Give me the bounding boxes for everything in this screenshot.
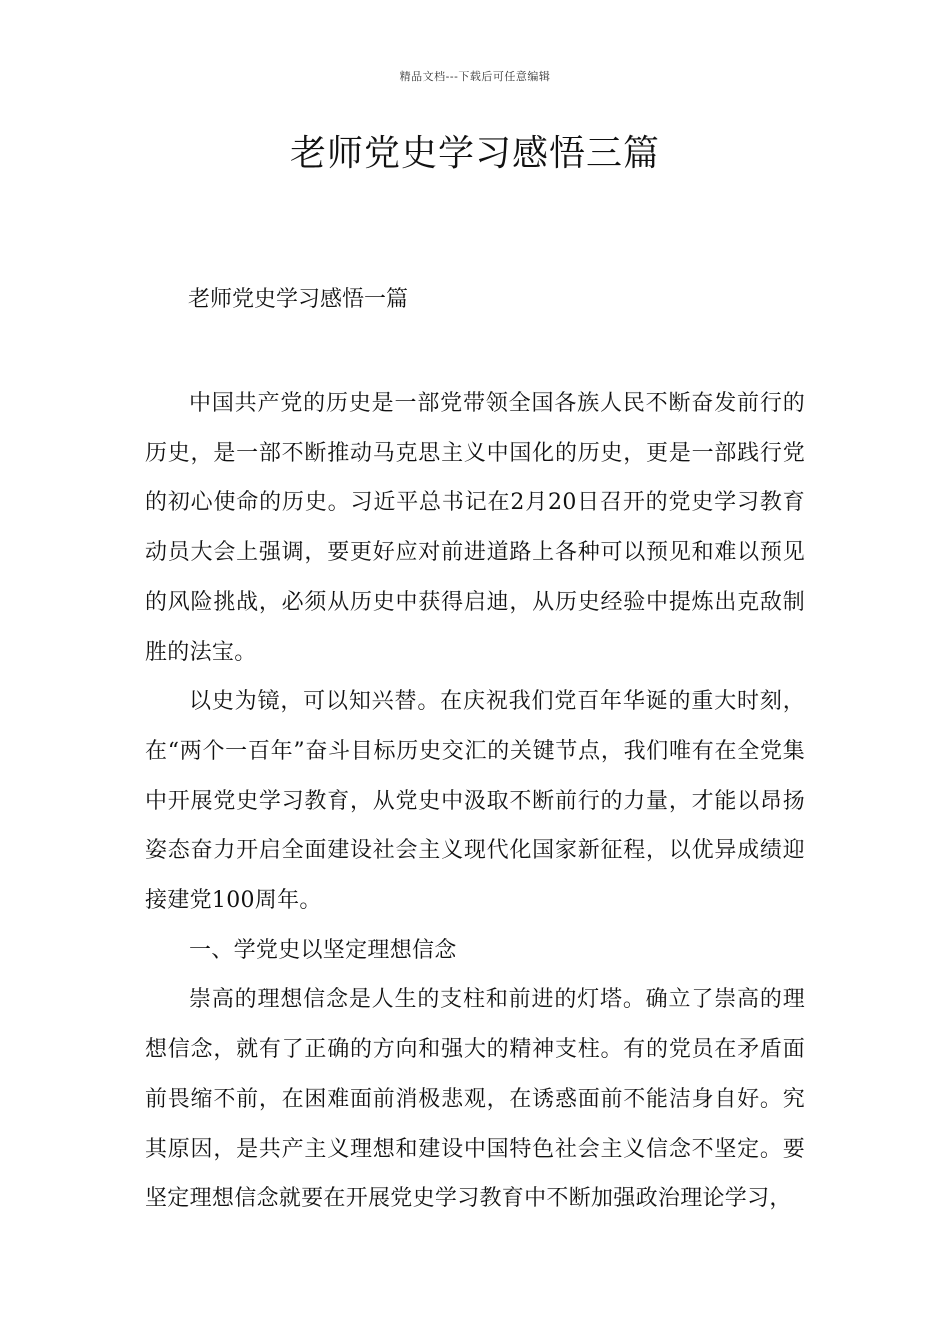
document-title: 老师党史学习感悟三篇 — [289, 133, 660, 174]
section-heading-1: 一、学党史以坚定理想信念 — [189, 937, 457, 963]
document-body — [145, 379, 805, 1224]
paragraph-3: 崇高的理想信念是人生的支柱和前进的灯塔。确立了崇高的理想信念，就有了正确的方向和强大的精神支柱。有的党员在矛盾面前畏缩不前，在困难面前消极悲观，在诱惑面前不能洁身自好。究其原因，是共产主义理想和建设中国特色社会主义信念不坚定。要坚定理想信念就要在开展党史学习教育中不断加强政治理论学习， — [145, 987, 805, 1212]
paragraph-2: 以史为镜，可以知兴替。在庆祝我们党百年华诞的重大时刻，在“两个一百年”奋斗目标历史交汇的关键节点，我们唯有在全党集中开展党史学习教育，从党史中汲取不断前行的力量，才能以昂扬姿态奋力开启全面建设社会主义现代化国家新征程，以优异成绩迎接建党100周年。 — [145, 689, 805, 914]
section-subheading: 老师党史学习感悟一篇 — [188, 287, 409, 312]
page-header-note: 精品文档---下载后可任意编辑 — [399, 70, 551, 83]
paragraph-1: 中国共产党的历史是一部党带领全国各族人民不断奋发前行的历史，是一部不断推动马克思主义中国化的历史，更是一部践行党的初心使命的历史。习近平总书记在2月20日召开的党史学习教育动员大会上强调，要更好应对前进道路上各种可以预见和难以预见的风险挑战，必须从历史中获得启迪，从历史经验中提炼出克敌制胜的法宝。 — [145, 391, 805, 665]
